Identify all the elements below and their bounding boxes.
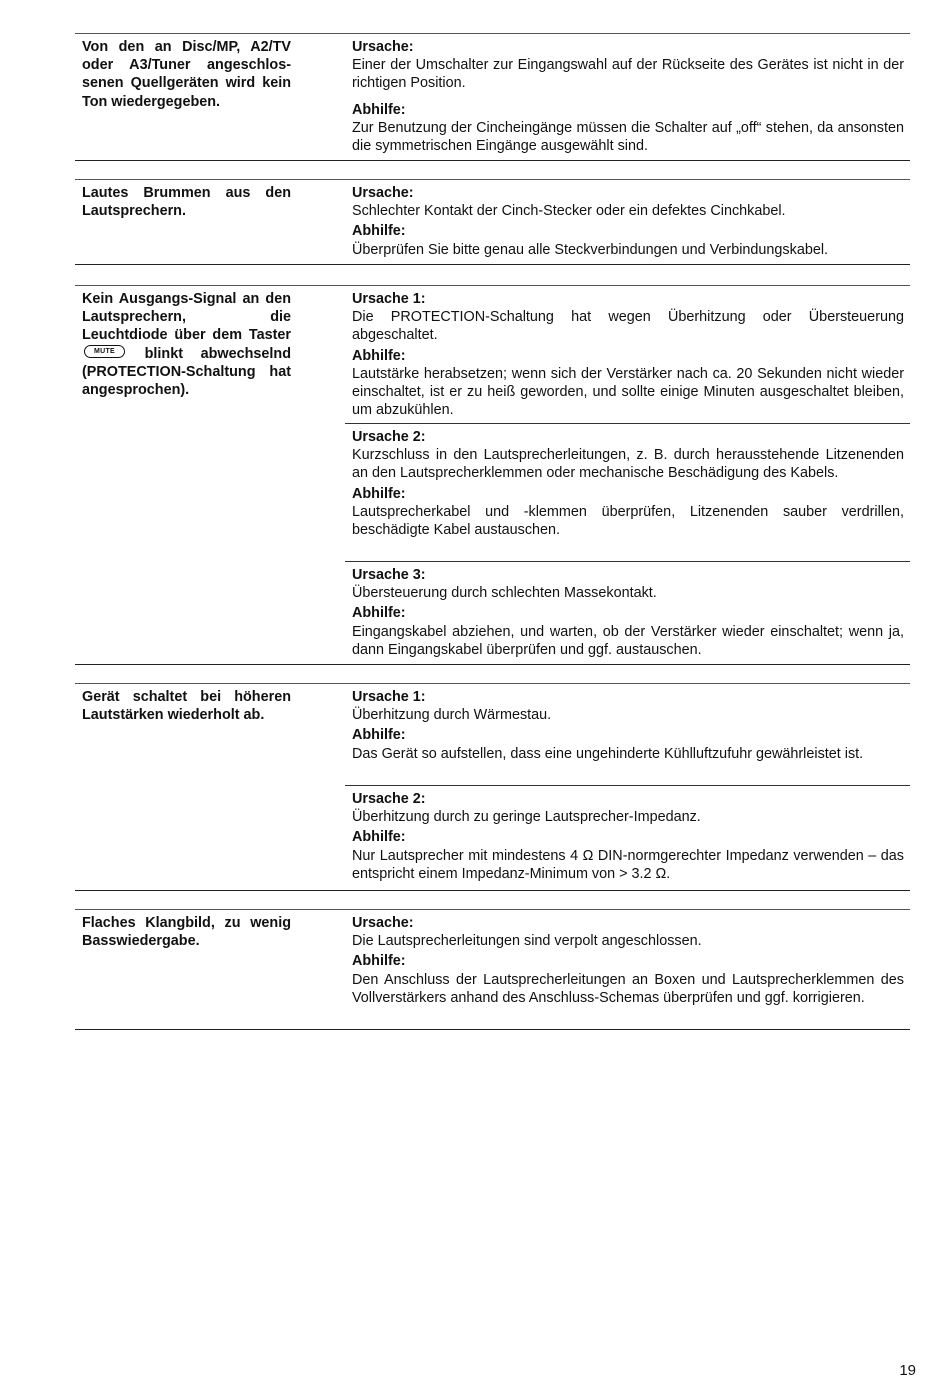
section-2-problem: Lautes Brummen aus den Lautsprechern. bbox=[82, 185, 291, 220]
problem-text-part2: blinkt abwechselnd (PROTECTION-Schaltung hat angesprochen). bbox=[82, 345, 291, 399]
section-1-cause-1 bbox=[352, 38, 904, 155]
cause-text: Übersteuerung durch schlechten Massekontakt. bbox=[352, 585, 657, 602]
section-3-divider-2 bbox=[345, 561, 910, 562]
cause-text: Die PROTECTION-Schaltung hat wegen Überhitzung oder Übersteuerung abgeschaltet. bbox=[352, 309, 904, 344]
section-4-cause-2 bbox=[352, 790, 904, 883]
section-3-cause-1 bbox=[352, 290, 904, 419]
section-3-divider-1 bbox=[345, 423, 910, 424]
cause-label: Ursache: bbox=[352, 39, 414, 55]
remedy-text: Zur Benutzung der Cincheingänge müssen die Schalter auf „off“ stehen, da ansonsten die symmetrischen Eingänge ausgewählt sind. bbox=[352, 119, 904, 155]
remedy-text: Den Anschluss der Lautsprecherleitungen an Boxen und Lautsprecherklemmen des Vollverstärkers anhand des Anschluss-Schemas überprüfen und ggf. korrigieren. bbox=[352, 971, 904, 1006]
page-number: 19 bbox=[899, 1362, 916, 1379]
remedy-text: Nur Lautsprecher mit mindestens 4 Ω DIN-normgerechter Impedanz verwenden – das entspricht einem Impedanz-Minimum von > 3.2 Ω. bbox=[352, 847, 904, 882]
cause-label: Ursache: bbox=[352, 185, 414, 201]
remedy-label: Abhilfe: bbox=[352, 485, 406, 502]
cause-text: Schlechter Kontakt der Cinch-Stecker oder ein defektes Cinchkabel. bbox=[352, 203, 786, 220]
section-5-bottom-rule bbox=[75, 1029, 910, 1030]
section-3-top-rule bbox=[75, 285, 910, 286]
remedy-text: Eingangskabel abziehen, und warten, ob der Verstärker wieder einschaltet; wenn ja, dann Eingangskabel überprüfen und ggf. austauschen. bbox=[352, 623, 904, 658]
remedy-label: Abhilfe: bbox=[352, 347, 406, 364]
remedy-label: Abhilfe: bbox=[352, 605, 406, 622]
section-3-bottom-rule bbox=[75, 664, 910, 665]
cause-label: Ursache 2: bbox=[352, 791, 426, 807]
remedy-label: Abhilfe: bbox=[352, 727, 406, 744]
cause-label: Ursache 1: bbox=[352, 291, 426, 307]
section-4-cause-1 bbox=[352, 688, 904, 763]
section-4-problem: Gerät schaltet bei höheren Lautstärken wiederholt ab. bbox=[82, 689, 291, 724]
section-3-cause-2 bbox=[352, 428, 904, 539]
cause-text: Kurzschluss in den Lautsprecherleitungen, z. B. durch herausstehende Litzenenden an den Lautsprecherklemmen oder mechanische Beschädigung des Kabels. bbox=[352, 447, 904, 482]
cause-text: Überhitzung durch zu geringe Lautsprecher-Impedanz. bbox=[352, 809, 701, 826]
section-4-top-rule bbox=[75, 683, 910, 684]
section-2-top-rule bbox=[75, 179, 910, 180]
mute-button-icon: MUTE bbox=[84, 345, 125, 358]
remedy-text: Überprüfen Sie bitte genau alle Steckverbindungen und Verbindungskabel. bbox=[352, 241, 829, 258]
remedy-text: Das Gerät so aufstellen, dass eine ungehinderte Kühlluftzufuhr gewährleistet ist. bbox=[352, 745, 864, 762]
cause-text: Die Lautsprecherleitungen sind verpolt angeschlossen. bbox=[352, 933, 702, 950]
section-1-top-rule bbox=[75, 33, 910, 34]
section-5-cause-1 bbox=[352, 914, 904, 1007]
section-1-problem: Von den an Disc/MP, A2/TV oder A3/Tuner angeschlossenen Quellgeräten wird kein Ton wiedergegeben. bbox=[82, 39, 291, 110]
problem-text-part1: Kein Ausgangs-Signal an den Lautsprechern, die Leuchtdiode über dem Taster bbox=[82, 291, 291, 344]
section-4-bottom-rule bbox=[75, 890, 910, 891]
section-3-problem bbox=[82, 290, 291, 399]
section-4-divider-1 bbox=[345, 785, 910, 786]
section-2-bottom-rule bbox=[75, 264, 910, 265]
cause-label: Ursache 3: bbox=[352, 567, 426, 583]
section-2-cause-1 bbox=[352, 184, 904, 259]
cause-text: Einer der Umschalter zur Eingangswahl auf der Rückseite des Gerätes ist nicht in der richtigen Position. bbox=[352, 57, 904, 92]
cause-label: Ursache 1: bbox=[352, 689, 426, 705]
cause-text: Überhitzung durch Wärmestau. bbox=[352, 707, 552, 724]
remedy-text: Lautsprecherkabel und -klemmen überprüfen, Litzenenden sauber verdrillen, beschädigte Kabel austauschen. bbox=[352, 503, 904, 539]
remedy-label: Abhilfe: bbox=[352, 953, 406, 970]
remedy-label: Abhilfe: bbox=[352, 223, 406, 240]
section-3-cause-3 bbox=[352, 566, 904, 659]
section-5-top-rule bbox=[75, 909, 910, 910]
remedy-label: Abhilfe: bbox=[352, 829, 406, 846]
cause-label: Ursache: bbox=[352, 915, 414, 931]
cause-label: Ursache 2: bbox=[352, 429, 426, 445]
section-5-problem: Flaches Klangbild, zu wenig Basswiedergabe. bbox=[82, 915, 291, 950]
remedy-label: Abhilfe: bbox=[352, 101, 406, 118]
remedy-text: Lautstärke herabsetzen; wenn sich der Verstärker nach ca. 20 Sekunden nicht wieder einschaltet, ist er zu heiß geworden, und sollte einige Minuten ausgeschaltet bleiben, um abzukühlen. bbox=[352, 365, 904, 419]
section-1-bottom-rule bbox=[75, 160, 910, 161]
